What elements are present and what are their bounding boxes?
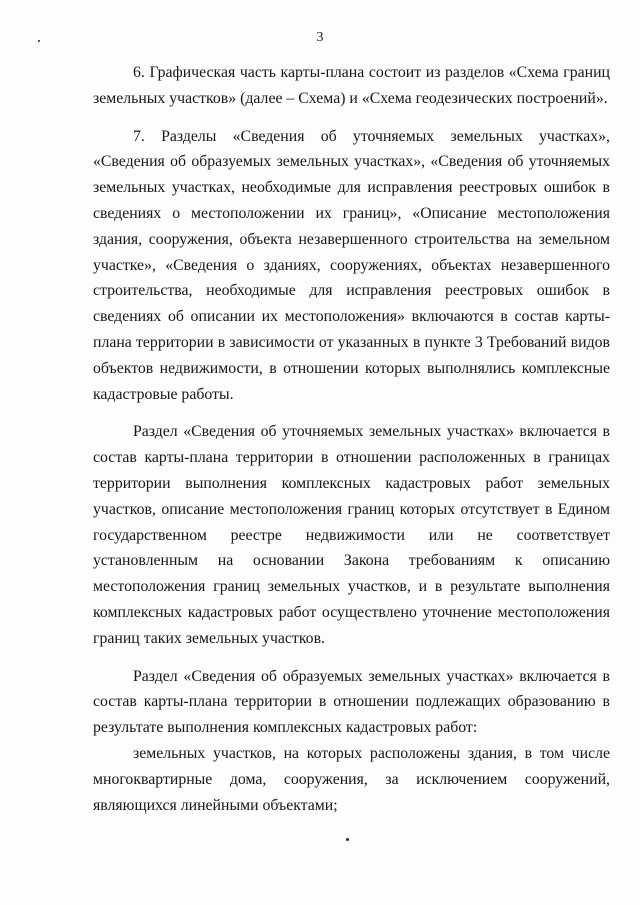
page-number: 3 xyxy=(316,30,324,45)
document-body xyxy=(93,60,610,818)
paragraph-6: 6. Графическая часть карты-плана состоит из разделов «Схема границ земельных участков» (далее – Схема) и «Схема геодезических построений». xyxy=(93,64,610,107)
paragraph-formed-plots: Раздел «Сведения об образуемых земельных участках» включается в состав карты-плана территории в отношении подлежащих образованию в результате выполнения комплексных кадастровых работ: xyxy=(93,667,610,737)
paragraph-refined-plots: Раздел «Сведения об уточняемых земельных участках» включается в состав карты-плана территории в отношении расположенных в границах территории выполнения комплексных кадастровых работ земельных участков, описание местоположения границ которых отсутствует в Едином государственном реестре недвижимости или не соответствует установленным на основании Закона требованиям к описанию местоположения границ земельных участков, и в результате выполнения комплексных кадастровых работ осуществлено уточнение местоположения границ таких земельных участков. xyxy=(93,423,610,647)
scan-speck xyxy=(346,838,349,841)
paragraph-plots-with-buildings: земельных участков, на которых расположены здания, в том числе многоквартирные дома, сооружения, за исключением сооружений, являющихся линейными объектами; xyxy=(93,744,610,814)
paragraph-7: 7. Разделы «Сведения об уточняемых земельных участках», «Сведения об образуемых земельных участках», «Сведения об уточняемых земельных участках, необходимые для исправления реестровых ошибок в сведениях о местоположении их границ», «Описание местоположения здания, сооружения, объекта незавершенного строительства на земельном участке», «Сведения о зданиях, сооружениях, объектах незавершенного строительства, необходимые для исправления реестровых ошибок в сведениях об описании их местоположения» включаются в состав карты-плана территории в зависимости от указанных в пункте 3 Требований видов объектов недвижимости, в отношении которых выполнялись комплексные кадастровые работы. xyxy=(93,127,610,403)
scan-speck xyxy=(38,40,40,42)
